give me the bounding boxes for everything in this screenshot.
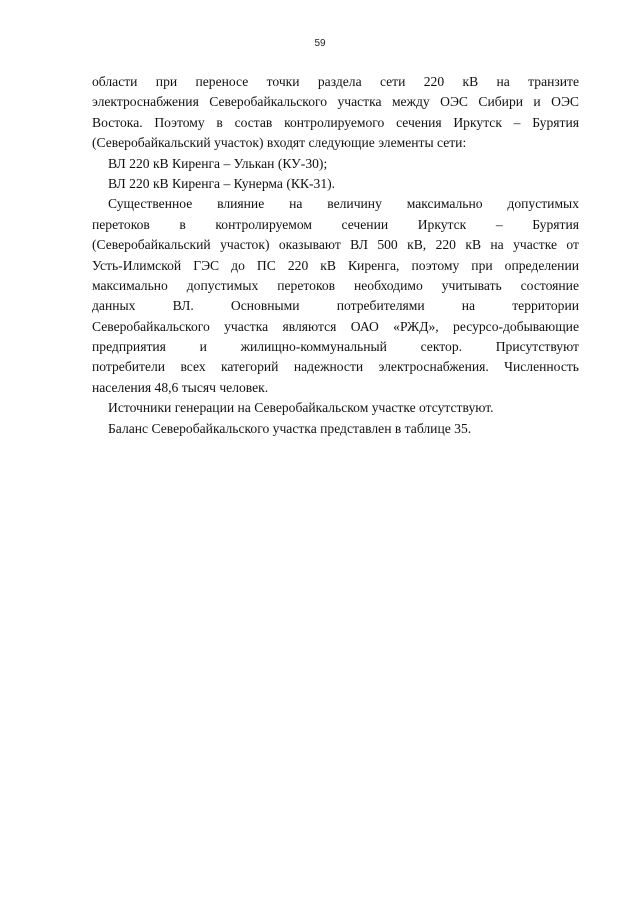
text-line: предприятия и жилищно-коммунальный сектор. Присутствуют (92, 339, 579, 355)
text-line: (Северобайкальский участок) оказывают ВЛ 500 кВ, 220 кВ на участке от (92, 237, 579, 253)
text-line: Востока. Поэтому в состав контролируемого сечения Иркутск – Бурятия (92, 114, 579, 130)
text-line: максимально допустимых перетоков необходимо учитывать состояние (92, 277, 579, 293)
text-line: Северобайкальского участка являются ОАО «РЖД», ресурсо-добывающие (92, 318, 579, 334)
text-line: ВЛ 220 кВ Киренга – Кунерма (КК-31). (108, 175, 336, 191)
text-line: (Северобайкальский участок) входят следующие элементы сети: (92, 135, 467, 151)
text-line: электроснабжения Северобайкальского участка между ОЭС Сибири и ОЭС (92, 94, 579, 110)
text-line: ВЛ 220 кВ Киренга – Улькан (КУ-30); (108, 155, 328, 171)
text-line: потребители всех категорий надежности электроснабжения. Численность (92, 359, 579, 375)
text-line: данных ВЛ. Основными потребителями на территории (92, 298, 579, 314)
text-line: Существенное влияние на величину максимально допустимых (108, 196, 579, 212)
text-line: Источники генерации на Северобайкальском участке отсутствуют. (108, 400, 494, 416)
text-line: Баланс Северобайкальского участка представлен в таблице 35. (108, 420, 472, 436)
document-body (92, 72, 579, 439)
text-line: перетоков в контролируемом сечении Иркутск – Бурятия (92, 216, 579, 232)
text-line: населения 48,6 тысяч человек. (92, 379, 269, 395)
text-line: Усть-Илимской ГЭС до ПС 220 кВ Киренга, поэтому при определении (92, 257, 579, 273)
text-line: области при переносе точки раздела сети 220 кВ на транзите (92, 74, 579, 89)
page-number: 59 (314, 38, 326, 49)
